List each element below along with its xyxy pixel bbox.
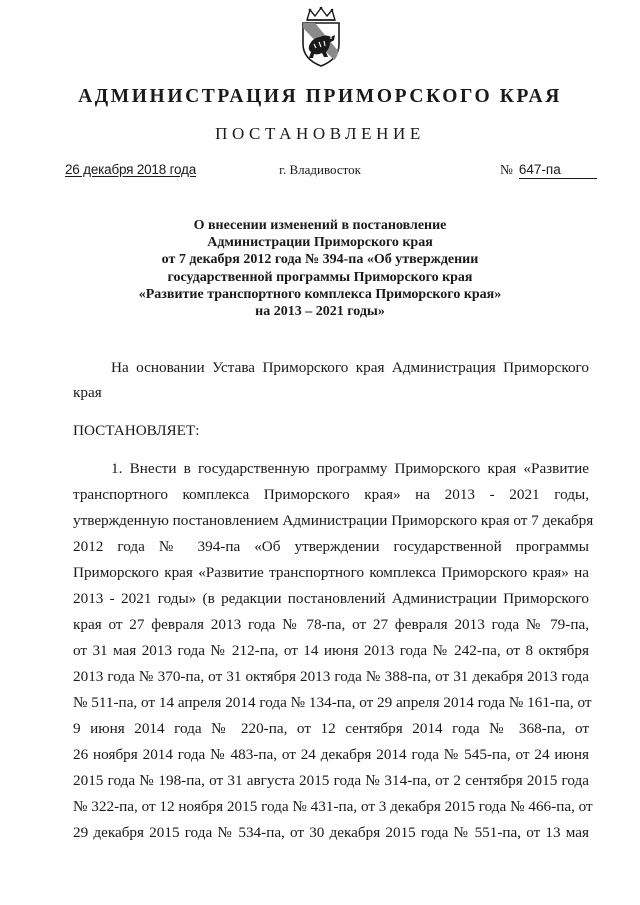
organization-title: АДМИНИСТРАЦИЯ ПРИМОРСКОГО КРАЯ	[78, 86, 562, 107]
body-line: 2012 года № 394-па «Об утверждении государственной программы	[73, 538, 589, 555]
body-line: № 511-па, от 14 апреля 2014 года № 134-па, от 29 апреля 2014 года № 161-па, от	[73, 694, 592, 711]
body-line: утвержденную постановлением Администрации Приморского края от 7 декабря	[73, 512, 594, 529]
document-type: ПОСТАНОВЛЕНИЕ	[215, 124, 425, 143]
coat-of-arms-emblem	[296, 6, 346, 68]
heading-line: Администрации Приморского края	[207, 235, 433, 251]
body-line: Приморского края «Развитие транспортного комплекса Приморского края» на	[73, 564, 589, 581]
heading-line: от 7 декабря 2012 года № 394-па «Об утверждении	[161, 252, 479, 268]
body-line: 26 ноября 2014 года № 483-па, от 24 декабря 2014 года № 545-па, от 24 июня	[73, 746, 589, 763]
body-line: 2013 - 2021 годы» (в редакции постановлений Администрации Приморского	[73, 590, 589, 607]
heading-line: «Развитие транспортного комплекса Приморского края»	[138, 286, 502, 302]
document-city: г. Владивосток	[279, 162, 361, 177]
document-heading	[100, 217, 540, 320]
body-line: транспортного комплекса Приморского края» на 2013 - 2021 годы,	[73, 486, 589, 503]
body-line: 2013 года № 370-па, от 31 октября 2013 года № 388-па, от 31 декабря 2013 года	[73, 668, 589, 685]
document-number	[500, 162, 597, 179]
body-line: края от 27 февраля 2013 года № 78-па, от 27 февраля 2013 года № 79-па,	[73, 616, 589, 633]
document-date: 26 декабря 2018 года	[65, 162, 197, 177]
body-line: № 322-па, от 12 ноября 2015 года № 431-па, от 3 декабря 2015 года № 466-па, от	[73, 798, 593, 815]
body-line: 29 декабря 2015 года № 534-па, от 30 декабря 2015 года № 551-па, от 13 мая	[73, 824, 589, 841]
body-line: 1. Внести в государственную программу Приморского края «Развитие	[111, 460, 589, 477]
body-line: края	[73, 384, 102, 401]
body-line: 9 июня 2014 года № 220-па, от 12 сентября 2014 года № 368-па, от	[73, 720, 589, 737]
heading-line: О внесении изменений в постановление	[193, 218, 447, 233]
body-line: На основании Устава Приморского края Администрация Приморского	[111, 359, 589, 376]
body-line: от 31 мая 2013 года № 212-па, от 14 июня 2013 года № 242-па, от 8 октября	[73, 642, 589, 659]
heading-line: на 2013 – 2021 годы»	[255, 304, 385, 320]
number-sign: №	[500, 162, 513, 177]
heading-line: государственной программы Приморского края	[167, 269, 473, 285]
number-value: 647-па	[519, 162, 597, 179]
body-line: 2015 года № 198-па, от 31 августа 2015 года № 314-па, от 2 сентября 2015 года	[73, 772, 589, 789]
